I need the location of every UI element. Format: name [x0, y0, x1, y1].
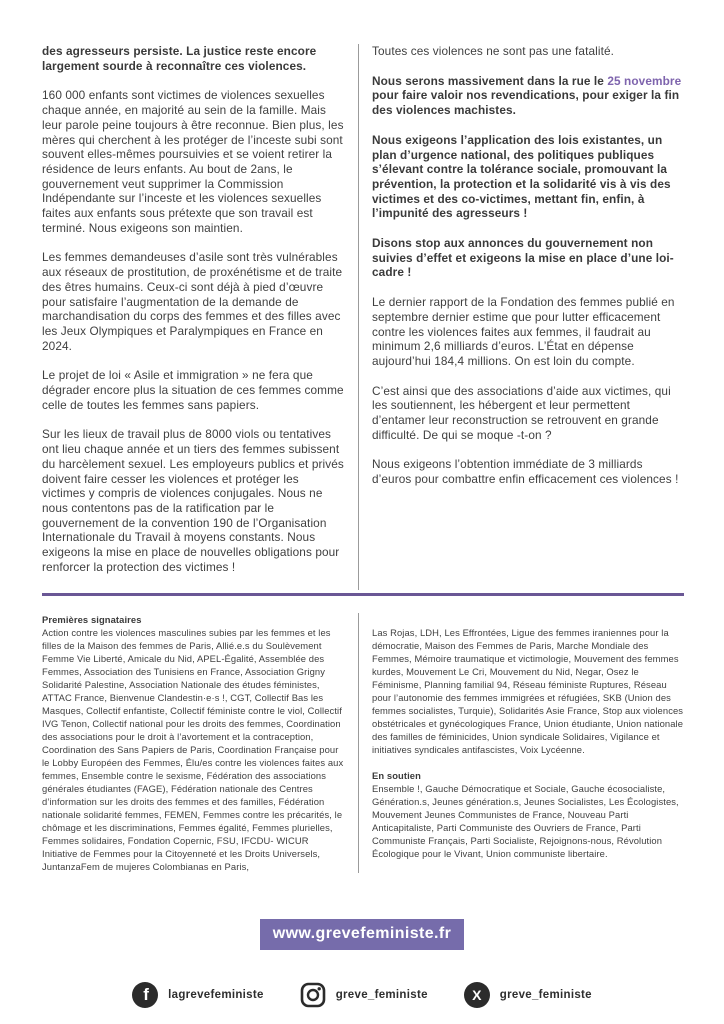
- paragraph-25nov-prefix: Nous serons massivement dans la rue le: [372, 73, 608, 88]
- paragraph-fatalite: Toutes ces violences ne sont pas une fatalité.: [372, 44, 614, 58]
- facebook-icon: f: [132, 982, 158, 1008]
- main-right-column: [372, 44, 684, 590]
- signatories-section: [0, 596, 724, 873]
- instagram-link[interactable]: [300, 982, 428, 1008]
- paragraph-25-novembre: [372, 74, 684, 118]
- main-column-divider: [358, 44, 359, 590]
- social-links-row: [0, 982, 724, 1008]
- paragraph-associations: C’est ainsi que des associations d’aide aux victimes, qui les soutiennent, les hébergent et leur permettent d’entamer leur reconstruction se retrouvent en grande difficulté. De qui se moque -t-on ?: [372, 383, 671, 442]
- instagram-handle: greve_feministe: [335, 988, 428, 1001]
- signatories-heading: Premières signataires: [42, 613, 142, 625]
- x-link[interactable]: [464, 982, 592, 1008]
- paragraph-travail: Sur les lieux de travail plus de 8000 viols ou tentatives ont lieu chaque année et un tiers des femmes subissent du harcèlement sexuel. Les employeurs publics et privés doivent faire cesser les violences et protéger les victimes y compris de violences conjugales. Nous ne nous contentons pas de la ratification par le gouvernement de la convention 190 de l’Organisation Internationale du Travail à moyens constants. Nous exigeons la mise en place de nouvelles obligations pour renforcer la protection des victimes !: [42, 427, 344, 574]
- facebook-handle: lagrevefeministe: [168, 988, 264, 1001]
- signatories-right-text: Las Rojas, LDH, Les Effrontées, Ligue des femmes iraniennes pour la démocratie, Maison des Femmes de Paris, Marche Mondiale des Femmes, Mémoire traumatique et victimologie, Mouvement des femmes kurdes, Mouvement Le Cri, Mouvement du Nid, Negar, Osez le Féminisme, Planning familial 94, Réseau féministe Ruptures, Réseau pour l’autonomie des femmes immigrées et réfugiées, SKB (Union des femmes socialistes, Turquie), Solidarités Asie France, Stop aux violences obstétricales et gynécologiques France, Union étudiante, Union nationale des familles de féminicides, Union syndicale Solidaires, Vigilance et initiatives syndicales antifascistes, Voix Lycéenne.: [372, 626, 684, 755]
- instagram-icon: [300, 982, 326, 1008]
- signatories-left-column: [42, 613, 345, 873]
- paragraph-asile: Les femmes demandeuses d’asile sont très vulnérables aux réseaux de prostitution, de proxénétisme et de traite des êtres humains. Ceux-ci sont déjà à pied d’œuvre pour satisfaire l’augmentation de la demande de marchandisation du corps des femmes et des filles avec les Jeux Olympiques et Paralympiques en France en 2024.: [42, 250, 343, 353]
- paragraph-enfants: 160 000 enfants sont victimes de violences sexuelles chaque année, en majorité au sein de la famille. Mais leur parole peine toujours à être reconnue. Bien plus, les mères qui cherchent à les protéger de l’inceste subi sont souvent elles-mêmes poursuivies et se voient retirer la résidence de leurs enfants. Au bout de 2ans, le gouvernement veut supprimer la Commission Indépendante sur l’inceste et les violences sexuelles faites aux enfants sous prétexte que son travail est terminé. Nous exigeons son maintien.: [42, 88, 344, 235]
- facebook-link[interactable]: [132, 982, 264, 1008]
- paragraph-25nov-suffix: pour faire valoir nos revendications, pour exiger la fin des violences machistes.: [372, 88, 680, 118]
- support-text: Ensemble !, Gauche Démocratique et Sociale, Gauche écosocialiste, Génération.s, Jeunes génération.s, Jeunes Socialistes, Les Écologistes, Mouvement Jeunes Communistes de France, Nouveau Parti Anticapitaliste, Parti Communiste des Ouvriers de France, Parti Communiste Français, Parti Socialiste, Rejoignons-nous, Révolution Écologique pour le Vivant, Union communiste libertaire.: [372, 782, 679, 859]
- paragraph-fondation-femmes: Le dernier rapport de la Fondation des femmes publié en septembre dernier estime que pour lutter efficacement contre les violences faites aux femmes, il faudrait au minimum 2,6 milliards d’euros. L’État en dépense aujourd’hui 184,4 millions. On est loin du compte.: [372, 295, 675, 368]
- paragraph-loi-immigration: Le projet de loi « Asile et immigration » ne fera que dégrader encore plus la situation de ces femmes comme celle de toutes les femmes sans papiers.: [42, 368, 344, 412]
- signatories-column-divider: [358, 613, 359, 873]
- paragraph-intro-bold: des agresseurs persiste. La justice reste encore largement sourde à reconnaître ces violences.: [42, 44, 317, 73]
- paragraph-loi-cadre: Disons stop aux annonces du gouvernement non suivies d’effet et exigeons la mise en place d’une loi-cadre !: [372, 236, 674, 280]
- signatories-right-column: [372, 613, 684, 873]
- date-highlight: 25 novembre: [607, 73, 682, 88]
- website-banner[interactable]: [260, 919, 465, 950]
- support-heading: En soutien: [372, 769, 421, 781]
- main-left-column: [42, 44, 345, 590]
- website-url: www.grevefeministe.fr: [272, 924, 452, 942]
- paragraph-3-milliards: Nous exigeons l’obtention immédiate de 3 milliards d’euros pour combattre enfin efficacement ces violences !: [372, 457, 679, 487]
- signatories-left-text: Action contre les violences masculines subies par les femmes et les filles de la Maison des femmes de Paris, Allié.e.s du Soulèvement Femme Vie Liberté, Amicale du Nid, APEL-Égalité, Assemblée des Femmes, Association des Tunisiens en France, Association Grigny Solidarité Palestine, Association Nationale des études féministes, ATTAC France, Bienvenue Clandestin·e·s !, CGT, Collectif Bas les Masques, Collectif enfantiste, Collectif féministe contre le viol, Collectif IVG Tenon, Collectif national pour les droits des femmes, Coordination des associations pour le droit à l’avortement et la contraception, Coordination des Sans Papiers de Paris, Coordination Française pour le Lobby Européen des Femmes, Élu/es contre les violences faites aux femmes, Ensemble contre le sexisme, Fédération des associations générales étudiantes (FAGE), Fédération nationale des Centres d’information sur les droits des femmes et des familles, Fédération nationale solidarité femmes, FEMEN, Femmes contre les précarités, le chômage et les discriminations, Femmes égalité, Femmes plurielles, Femmes solidaires, Fondation Copernic, FSU, IFCDU- WICUR Initiative de Femmes pour la Citoyenneté et les Droits Universels, JuntanzaFem de mujeres Colombianas en Paris,: [42, 626, 344, 872]
- x-handle: greve_feministe: [499, 988, 592, 1001]
- paragraph-exigences: Nous exigeons l’application des lois existantes, un plan d’urgence national, des politiques publiques s’élevant contre la tolérance sociale, promouvant la prévention, la protection et la solidarité vis à vis des victimes et des co-victimes, mettant fin, enfin, à l’impunité des agresseurs !: [372, 132, 671, 221]
- x-icon: X: [464, 982, 490, 1008]
